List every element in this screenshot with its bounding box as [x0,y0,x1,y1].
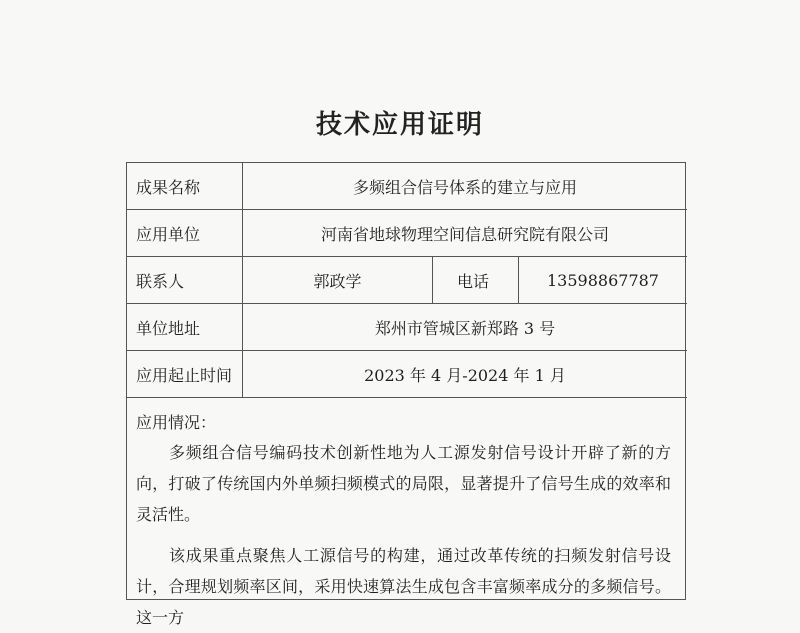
table-row [127,257,687,304]
usage-section [127,399,685,627]
usage-paragraph-1: 多频组合信号编码技术创新性地为人工源发射信号设计开辟了新的方向，打破了传统国内外单频扫频模式的局限，显著提升了信号生成的效率和灵活性。 [136,443,671,524]
table-row [127,351,687,398]
usage-label: 应用情况： [136,413,217,432]
usage-paragraph-2: 该成果重点聚焦人工源信号的构建，通过改革传统的扫频发射信号设计，合理规划频率区间，采用快速算法生成包含丰富频率成分的多频信号。这一方 [136,546,671,627]
phone-label: 电话 [433,257,519,303]
address-value: 郑州市管城区新郑路 3 号 [374,318,556,338]
period-value: 2023 年 4 月-2024 年 1 月 [364,365,566,385]
document-title: 技术应用证明 [315,110,484,140]
table-row [127,210,687,257]
applicant-value: 河南省地球物理空间信息研究院有限公司 [320,224,609,244]
certificate-table [126,162,686,627]
address-label: 单位地址 [127,304,243,350]
achievement-name-label: 成果名称 [127,163,243,209]
contact-label: 联系人 [127,257,243,303]
applicant-label: 应用单位 [127,210,243,256]
contact-value: 郭政学 [243,257,433,303]
period-label: 应用起止时间 [127,351,243,397]
table-row [127,163,687,210]
achievement-name-value: 多频组合信号体系的建立与应用 [352,177,577,197]
table-row [127,304,687,351]
phone-value: 13598867787 [547,270,659,290]
